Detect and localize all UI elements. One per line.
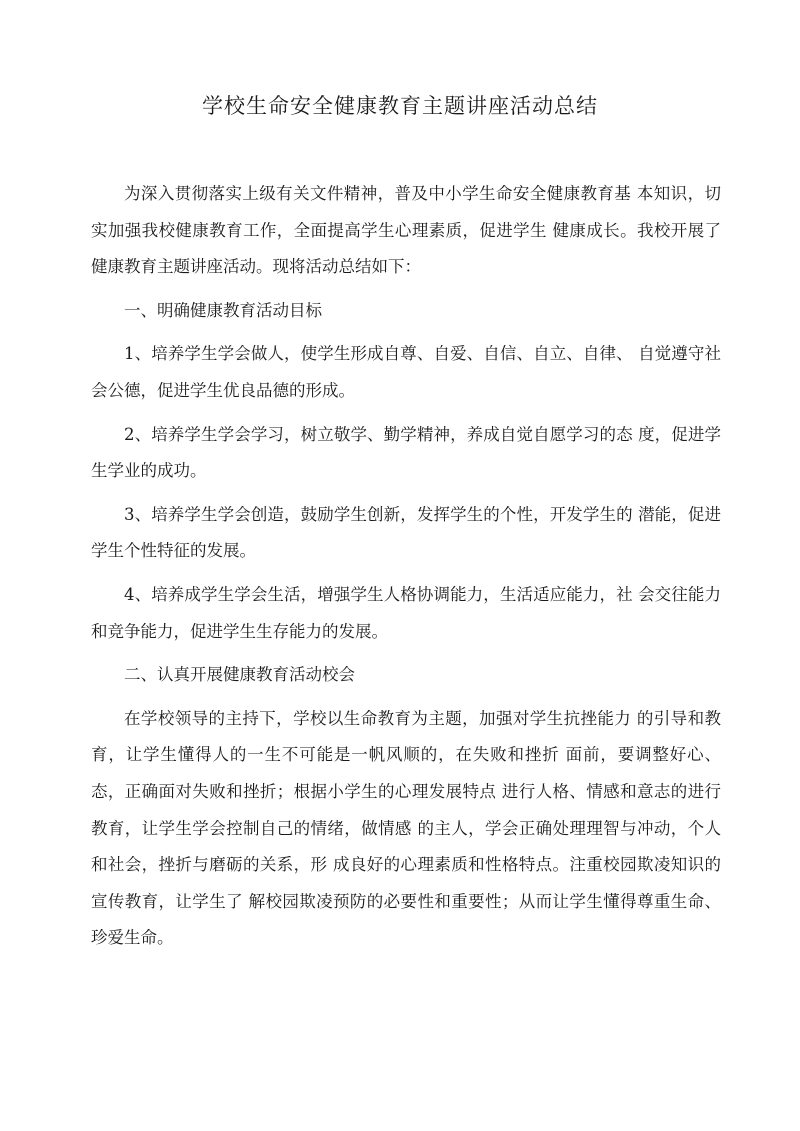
section-heading-1: 一、明确健康教育活动目标	[124, 300, 322, 320]
document-title: 学校生命安全健康教育主题讲座活动总结	[202, 94, 598, 118]
paragraph-goal-4: 4、培养成学生学会生活，增强学生人格协调能力，生活适应能力，社 会交往能力和竞争能力，促进学生生存能力的发展。	[91, 584, 721, 641]
paragraph-school-assembly: 在学校领导的主持下，学校以生命教育为主题，加强对学生抗挫能力 的引导和教育，让学生懂得人的一生不可能是一帆风顺的，在失败和挫折 面前，要调整好心、态，正确面对失败和挫折；根据小学生的心理发展特点 进行人格、情感和意志的进行教育，让学生学会控制自己的情绪，做情感 的主人，学会正确处理理智与冲动，个人和社会，挫折与磨砺的关系，形 成良好的心理素质和性格特点。注重校园欺凌知识的宣传教育，让学生了 解校园欺凌预防的必要性和重要性；从而让学生懂得尊重生命、珍爱生命。	[91, 708, 721, 948]
paragraph-goal-2: 2、培养学生学会学习，树立敬学、勤学精神，养成自觉自愿学习的态 度，促进学生学业的成功。	[91, 424, 721, 481]
paragraph-intro: 为深入贯彻落实上级有关文件精神，普及中小学生命安全健康教育基 本知识，切实加强我校健康教育工作，全面提高学生心理素质，促进学生 健康成长。我校开展了健康教育主题讲座活动。现将活动总结如下：	[91, 184, 721, 277]
paragraph-goal-3: 3、培养学生学会创造，鼓励学生创新，发挥学生的个性，开发学生的 潜能，促进学生个性特征的发展。	[91, 504, 721, 561]
paragraph-goal-1: 1、培养学生学会做人，使学生形成自尊、自爱、自信、自立、自律、 自觉遵守社会公德，促进学生优良品德的形成。	[91, 344, 721, 400]
document-body	[91, 176, 721, 964]
section-heading-2: 二、认真开展健康教育活动校会	[124, 665, 355, 685]
